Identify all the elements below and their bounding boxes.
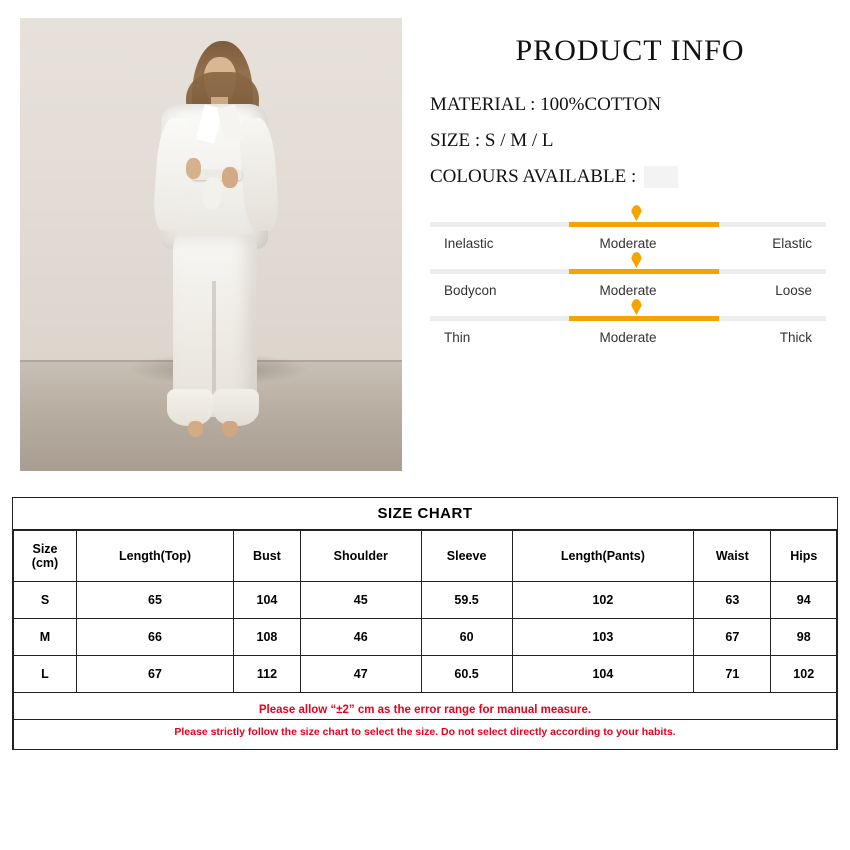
- size-chart-table: [13, 530, 837, 749]
- slider-fill: [569, 269, 719, 274]
- cell-waist: 71: [694, 656, 771, 693]
- slider-track: [430, 269, 826, 274]
- size-chart-note-1: Please allow “±2” cm as the error range for manual measure.: [14, 693, 837, 720]
- slider-track: [430, 222, 826, 227]
- cell-bust: 104: [234, 582, 301, 619]
- size-chart: [12, 497, 838, 750]
- product-photo: [20, 18, 402, 471]
- col-bust: Bust: [234, 531, 301, 582]
- cell-length-pants: 102: [512, 582, 694, 619]
- slider-label-right: Loose: [775, 283, 813, 298]
- table-row: [14, 619, 837, 656]
- col-sleeve: Sleeve: [421, 531, 512, 582]
- size-chart-note-1-row: [14, 693, 837, 720]
- slider-thickness: [430, 316, 826, 345]
- colour-swatch: [644, 166, 678, 188]
- cell-length-pants: 104: [512, 656, 694, 693]
- col-size: [14, 531, 77, 582]
- size-line: [430, 130, 830, 152]
- slider-labels: [430, 330, 826, 345]
- cell-bust: 112: [234, 656, 301, 693]
- size-text: SIZE : S / M / L: [430, 130, 554, 151]
- table-header-row: [14, 531, 837, 582]
- cell-length-top: 67: [77, 656, 234, 693]
- product-info-panel: [402, 18, 850, 363]
- size-chart-note-2-row: [14, 720, 837, 750]
- slider-elasticity: [430, 222, 826, 251]
- slider-labels: [430, 283, 826, 298]
- slider-label-right: Elastic: [772, 236, 813, 251]
- attribute-sliders: [430, 222, 830, 345]
- slider-fill: [569, 222, 719, 227]
- slider-label-center: Moderate: [599, 236, 657, 251]
- slider-label-left: Bodycon: [444, 283, 497, 298]
- cell-length-top: 66: [77, 619, 234, 656]
- cell-hips: 98: [771, 619, 837, 656]
- model-pants-seam: [212, 281, 216, 408]
- col-waist: Waist: [694, 531, 771, 582]
- model-ruffle-left: [167, 389, 213, 425]
- model-foot-right: [222, 421, 237, 437]
- model-foot-left: [188, 421, 203, 437]
- col-size-line1: Size: [32, 542, 58, 556]
- slider-label-center: Moderate: [599, 283, 657, 298]
- cell-shoulder: 46: [300, 619, 421, 656]
- table-row: [14, 656, 837, 693]
- cell-bust: 108: [234, 619, 301, 656]
- slider-track: [430, 316, 826, 321]
- slider-fill: [569, 316, 719, 321]
- slider-label-left: Thin: [444, 330, 471, 345]
- cell-sleeve: 60: [421, 619, 512, 656]
- cell-size: L: [14, 656, 77, 693]
- cell-hips: 102: [771, 656, 837, 693]
- cell-waist: 63: [694, 582, 771, 619]
- slider-label-center: Moderate: [599, 330, 657, 345]
- slider-label-right: Thick: [779, 330, 813, 345]
- table-row: [14, 582, 837, 619]
- model-figure: [20, 18, 402, 471]
- slider-fit: [430, 269, 826, 298]
- colours-line: [430, 166, 830, 188]
- slider-marker-icon: [631, 205, 642, 221]
- material-text: MATERIAL : 100%COTTON: [430, 94, 662, 115]
- cell-length-pants: 103: [512, 619, 694, 656]
- cell-size: S: [14, 582, 77, 619]
- col-length-top: Length(Top): [77, 531, 234, 582]
- cell-sleeve: 59.5: [421, 582, 512, 619]
- cell-shoulder: 45: [300, 582, 421, 619]
- col-size-line2: (cm): [31, 556, 59, 570]
- model-hand-left: [186, 158, 201, 178]
- slider-marker-icon: [631, 252, 642, 268]
- slider-labels: [430, 236, 826, 251]
- cell-hips: 94: [771, 582, 837, 619]
- model-ruffle-right: [213, 389, 259, 425]
- cell-length-top: 65: [77, 582, 234, 619]
- cell-sleeve: 60.5: [421, 656, 512, 693]
- product-info-title: PRODUCT INFO: [515, 34, 745, 67]
- cell-shoulder: 47: [300, 656, 421, 693]
- cell-size: M: [14, 619, 77, 656]
- slider-label-left: Inelastic: [444, 236, 494, 251]
- model-hand-right: [222, 167, 237, 187]
- cell-waist: 67: [694, 619, 771, 656]
- size-chart-note-2: Please strictly follow the size chart to select the size. Do not select directly according to your habits.: [14, 720, 837, 750]
- col-length-pants: Length(Pants): [512, 531, 694, 582]
- size-chart-title: SIZE CHART: [13, 498, 837, 530]
- col-hips: Hips: [771, 531, 837, 582]
- colours-text: COLOURS AVAILABLE :: [430, 166, 637, 187]
- slider-marker-icon: [631, 299, 642, 315]
- material-line: [430, 94, 830, 116]
- col-shoulder: Shoulder: [300, 531, 421, 582]
